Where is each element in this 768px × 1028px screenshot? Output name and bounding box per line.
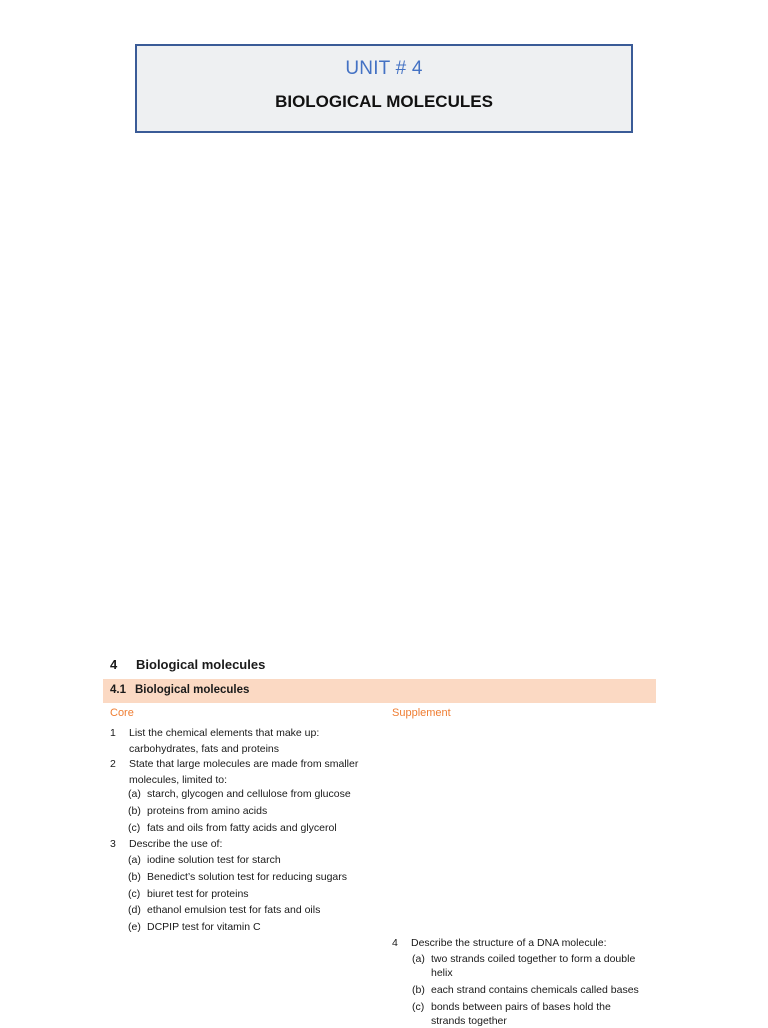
item-text: List the chemical elements that make up: carbohydrates, fats and proteins (129, 727, 320, 755)
section-number: 4 (110, 657, 118, 672)
item-number: 1 (110, 727, 116, 739)
sub-label: (a) (412, 953, 425, 965)
sub-label: (c) (412, 1001, 425, 1013)
subsection-bar (103, 679, 656, 703)
item-number: 2 (110, 758, 116, 770)
sub-label: (b) (128, 805, 141, 817)
sub-label: (b) (412, 984, 425, 996)
sub-label: (e) (128, 921, 141, 933)
subsection-title: Biological molecules (135, 684, 250, 696)
sub-text: ethanol emulsion test for fats and oils (147, 904, 321, 916)
sub-text: DCPIP test for vitamin C (147, 921, 261, 933)
section-title: Biological molecules (136, 657, 266, 672)
item-text: Describe the structure of a DNA molecule: (411, 937, 607, 949)
item-text: State that large molecules are made from smaller molecules, limited to: (129, 758, 359, 786)
sub-text: Benedict’s solution test for reducing sugars (147, 871, 348, 883)
sub-text: two strands coiled together to form a double helix (431, 953, 636, 979)
sub-text: proteins from amino acids (147, 805, 268, 817)
sub-text: bonds between pairs of bases hold the strands together (431, 1001, 611, 1027)
sub-text: fats and oils from fatty acids and glycerol (147, 822, 337, 834)
item-text: Describe the use of: (129, 838, 223, 850)
sub-label: (c) (128, 888, 141, 900)
sub-label: (b) (128, 871, 141, 883)
subsection-number: 4.1 (110, 684, 126, 696)
supplement-column-heading: Supplement (392, 707, 451, 719)
core-column-heading: Core (110, 707, 134, 719)
sub-text: each strand contains chemicals called bases (431, 984, 639, 996)
sub-text: biuret test for proteins (147, 888, 249, 900)
item-number: 4 (392, 937, 398, 949)
sub-text: starch, glycogen and cellulose from glucose (147, 788, 351, 800)
unit-number: UNIT # 4 (345, 58, 423, 79)
sub-label: (d) (128, 904, 141, 916)
unit-title: BIOLOGICAL MOLECULES (275, 92, 493, 111)
item-number: 3 (110, 838, 116, 850)
sub-text: iodine solution test for starch (147, 854, 281, 866)
unit-header-box (135, 44, 633, 133)
section-heading (110, 657, 265, 672)
sub-label: (a) (128, 788, 141, 800)
sub-label: (c) (128, 822, 141, 834)
sub-label: (a) (128, 854, 141, 866)
